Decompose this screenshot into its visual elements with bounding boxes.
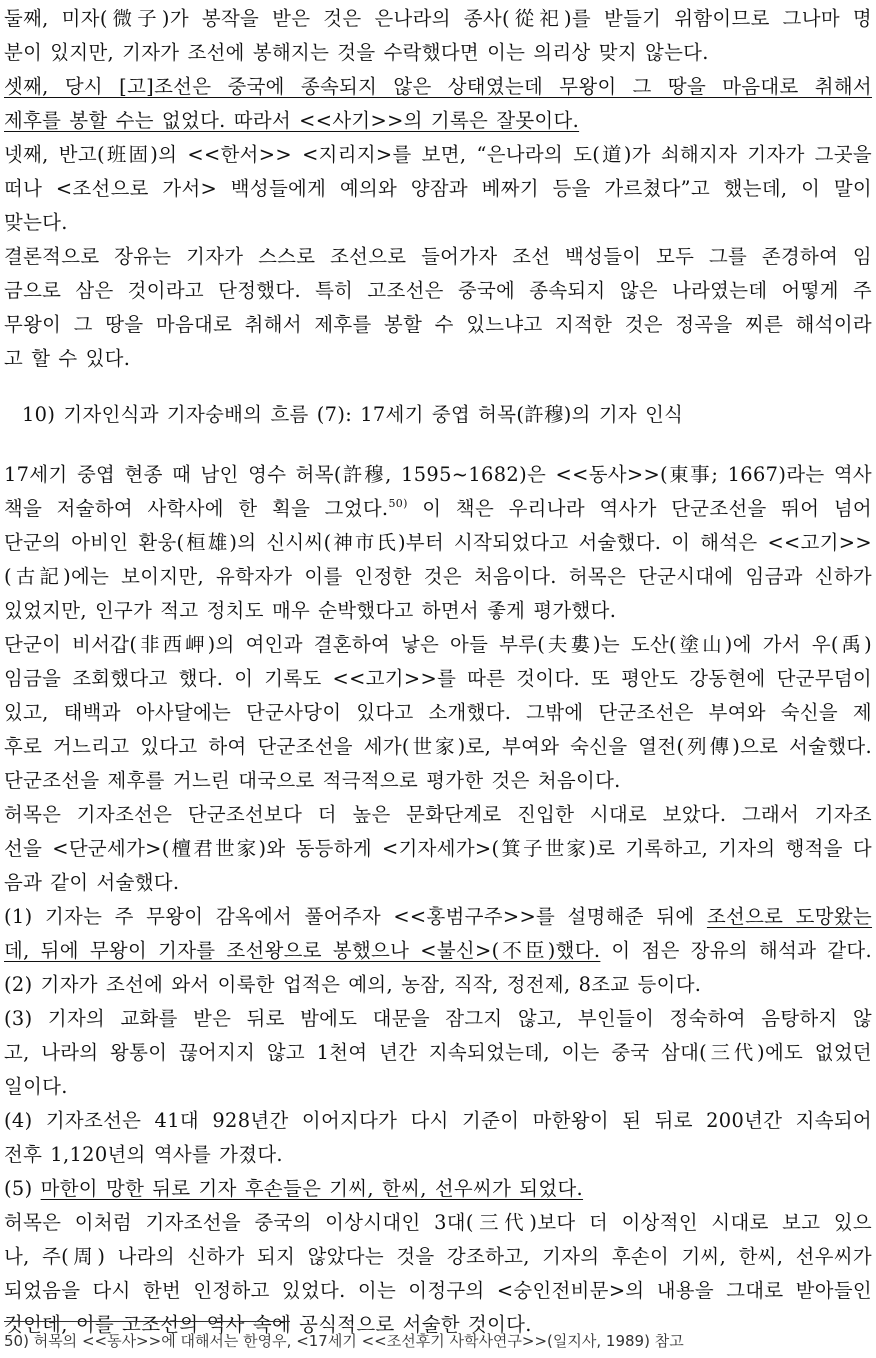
item-4-line-1: (4) 기자조선은 41대 928년간 이어지다가 다시 기준이 마한왕이 된 뒤로 200년간 지속되어 bbox=[4, 1109, 872, 1132]
para-6-line-1: 단군이 비서갑(非西岬)의 여인과 결혼하여 낳은 아들 부루(夫婁)는 도산(塗山)에 가서 우(禹) bbox=[4, 633, 872, 656]
underlined-text: 조선으로 도망왔는 bbox=[706, 905, 873, 928]
para-2-line-1 bbox=[4, 70, 872, 104]
para-5-line-3: 단군의 아비인 환웅(桓雄)의 신시씨(神市氏)부터 시작되었다고 서술했다. 이 해석은 <<고기>> bbox=[4, 531, 872, 554]
para-3-line-3: 맞는다. bbox=[4, 211, 68, 234]
text-segment: (5) bbox=[4, 1177, 41, 1200]
para-3-line-1: 넷째, 반고(班固)의 <<한서>> <지리지>를 보면, “은나라의 도(道)가 쇠해지자 기자가 그곳을 bbox=[4, 143, 872, 166]
para-1-line-1: 둘째, 미자(微子)가 봉작을 받은 것은 은나라의 종사(從祀)를 받들기 위함이므로 그나마 명 bbox=[4, 7, 872, 30]
item-3-line-3: 일이다. bbox=[4, 1075, 68, 1098]
text-segment: 이 책은 우리나라 역사가 단군조선을 뛰어 넘어 bbox=[407, 497, 872, 520]
underlined-text: 제후를 봉할 수는 없었다. 따라서 <<사기>>의 기록은 잘못이다. bbox=[4, 109, 580, 132]
underlined-text: 마한이 망한 뒤로 기자 후손들은 기씨, 한씨, 선우씨가 되었다. bbox=[40, 1177, 584, 1200]
item-4-line-2: 전후 1,120년의 역사를 가졌다. bbox=[4, 1143, 283, 1166]
para-5-line-2 bbox=[4, 492, 872, 526]
para-7-line-2: 선을 <단군세가>(檀君世家)와 동등하게 <기자세가>(箕子世家)로 기록하고, 기자의 행적을 다 bbox=[4, 837, 872, 860]
item-5-line-1 bbox=[4, 1172, 872, 1206]
item-3-line-1: (3) 기자의 교화를 받은 뒤로 밤에도 대문을 잠그지 않고, 부인들이 정숙하여 음탕하지 않 bbox=[4, 1007, 872, 1030]
para-4-line-4: 고 할 수 있다. bbox=[4, 347, 131, 370]
footnote-divider bbox=[4, 1321, 290, 1322]
para-8-line-4: 것인데, 이를 고조선의 역사 속에 공식적으로 서술한 것이다. bbox=[4, 1313, 532, 1336]
footnote-marker: 50) bbox=[388, 497, 408, 510]
item-1-line-2 bbox=[4, 934, 872, 968]
para-4-line-1: 결론적으로 장유는 기자가 스스로 조선으로 들어가자 조선 백성들이 모두 그를 존경하여 임 bbox=[4, 245, 872, 268]
para-8-line-2: 나, 주(周) 나라의 신하가 되지 않았다는 것을 강조하고, 기자의 후손이 기씨, 한씨, 선우씨가 bbox=[4, 1245, 872, 1268]
para-4-line-2: 금으로 삼은 것이라고 단정했다. 특히 고조선은 중국에 종속되지 않은 나라였는데 어떻게 주 bbox=[4, 279, 872, 302]
item-3-line-2: 고, 나라의 왕통이 끊어지지 않고 1천여 년간 지속되었는데, 이는 중국 삼대(三代)에도 없었던 bbox=[4, 1041, 872, 1064]
section-heading: 10) 기자인식과 기자숭배의 흐름 (7): 17세기 중엽 허목(許穆)의 기자 인식 bbox=[22, 403, 684, 426]
para-4-line-3: 무왕이 그 땅을 마음대로 취해서 제후를 봉할 수 있느냐고 지적한 것은 정곡을 찌른 해석이라 bbox=[4, 313, 872, 336]
para-3-line-2: 떠나 <조선으로 가서> 백성들에게 예의와 양잠과 베짜기 등을 가르쳤다”고 했는데, 이 말이 bbox=[4, 177, 872, 200]
item-2-line-1: (2) 기자가 조선에 와서 이룩한 업적은 예의, 농잠, 직작, 정전제, 8조교 등이다. bbox=[4, 973, 702, 996]
para-7-line-3: 음과 같이 서술했다. bbox=[4, 871, 180, 894]
text-segment: 책을 저술하여 사학사에 한 획을 그었다. bbox=[4, 497, 389, 520]
para-2-line-2 bbox=[4, 104, 872, 138]
para-1-line-2: 분이 있지만, 기자가 조선에 봉해지는 것을 수락했다면 이는 의리상 맞지 않는다. bbox=[4, 41, 709, 64]
underlined-text: 셋째, 당시 [고]조선은 중국에 종속되지 않은 상태였는데 무왕이 그 땅을 마음대로 취해서 bbox=[4, 75, 872, 98]
para-6-line-5: 단군조선을 제후를 거느린 대국으로 적극적으로 평가한 것은 처음이다. bbox=[4, 769, 621, 792]
para-8-line-3: 되었음을 다시 한번 인정하고 있었다. 이는 이정구의 <숭인전비문>의 내용을 그대로 받아들인 bbox=[4, 1279, 872, 1302]
underlined-text: 데, 뒤에 무왕이 기자를 조선왕으로 봉했으나 <불신>(不臣)했다. bbox=[4, 939, 601, 962]
para-6-line-3: 있고, 태백과 아사달에는 단군사당이 있다고 소개했다. 그밖에 단군조선은 부여와 숙신을 제 bbox=[4, 701, 872, 724]
para-6-line-2: 임금을 조회했다고 했다. 이 기록도 <<고기>>를 따른 것이다. 또 평안도 강동현에 단군무덤이 bbox=[4, 667, 872, 690]
para-5-line-4: (古記)에는 보이지만, 유학자가 이를 인정한 것은 처음이다. 허목은 단군시대에 임금과 신하가 bbox=[4, 565, 872, 588]
para-6-line-4: 후로 거느리고 있다고 하여 단군조선을 세가(世家)로, 부여와 숙신을 열전(列傳)으로 서술했다. bbox=[4, 735, 872, 758]
text-segment: 이 점은 장유의 해석과 같다. bbox=[600, 939, 872, 962]
para-8-line-1: 허목은 이처럼 기자조선을 중국의 이상시대인 3대(三代)보다 더 이상적인 시대로 보고 있으 bbox=[4, 1211, 872, 1234]
footnote-text: 50) 허목의 <<동사>>에 대해서는 한영우, <17세기 <<조선후기 사학사연구>>(일지사, 1989) 참고 bbox=[4, 1332, 684, 1350]
item-1-line-1 bbox=[4, 900, 872, 934]
para-5-line-1: 17세기 중엽 현종 때 남인 영수 허목(許穆, 1595~1682)은 <<동사>>(東事; 1667)라는 역사 bbox=[4, 463, 872, 486]
para-5-line-5: 있었지만, 인구가 적고 정치도 매우 순박했다고 하면서 좋게 평가했다. bbox=[4, 599, 617, 622]
text-segment: (1) 기자는 주 무왕이 감옥에서 풀어주자 <<홍범구주>>를 설명해준 뒤에 bbox=[4, 905, 707, 928]
para-7-line-1: 허목은 기자조선은 단군조선보다 더 높은 문화단계로 진입한 시대로 보았다. 그래서 기자조 bbox=[4, 803, 872, 826]
